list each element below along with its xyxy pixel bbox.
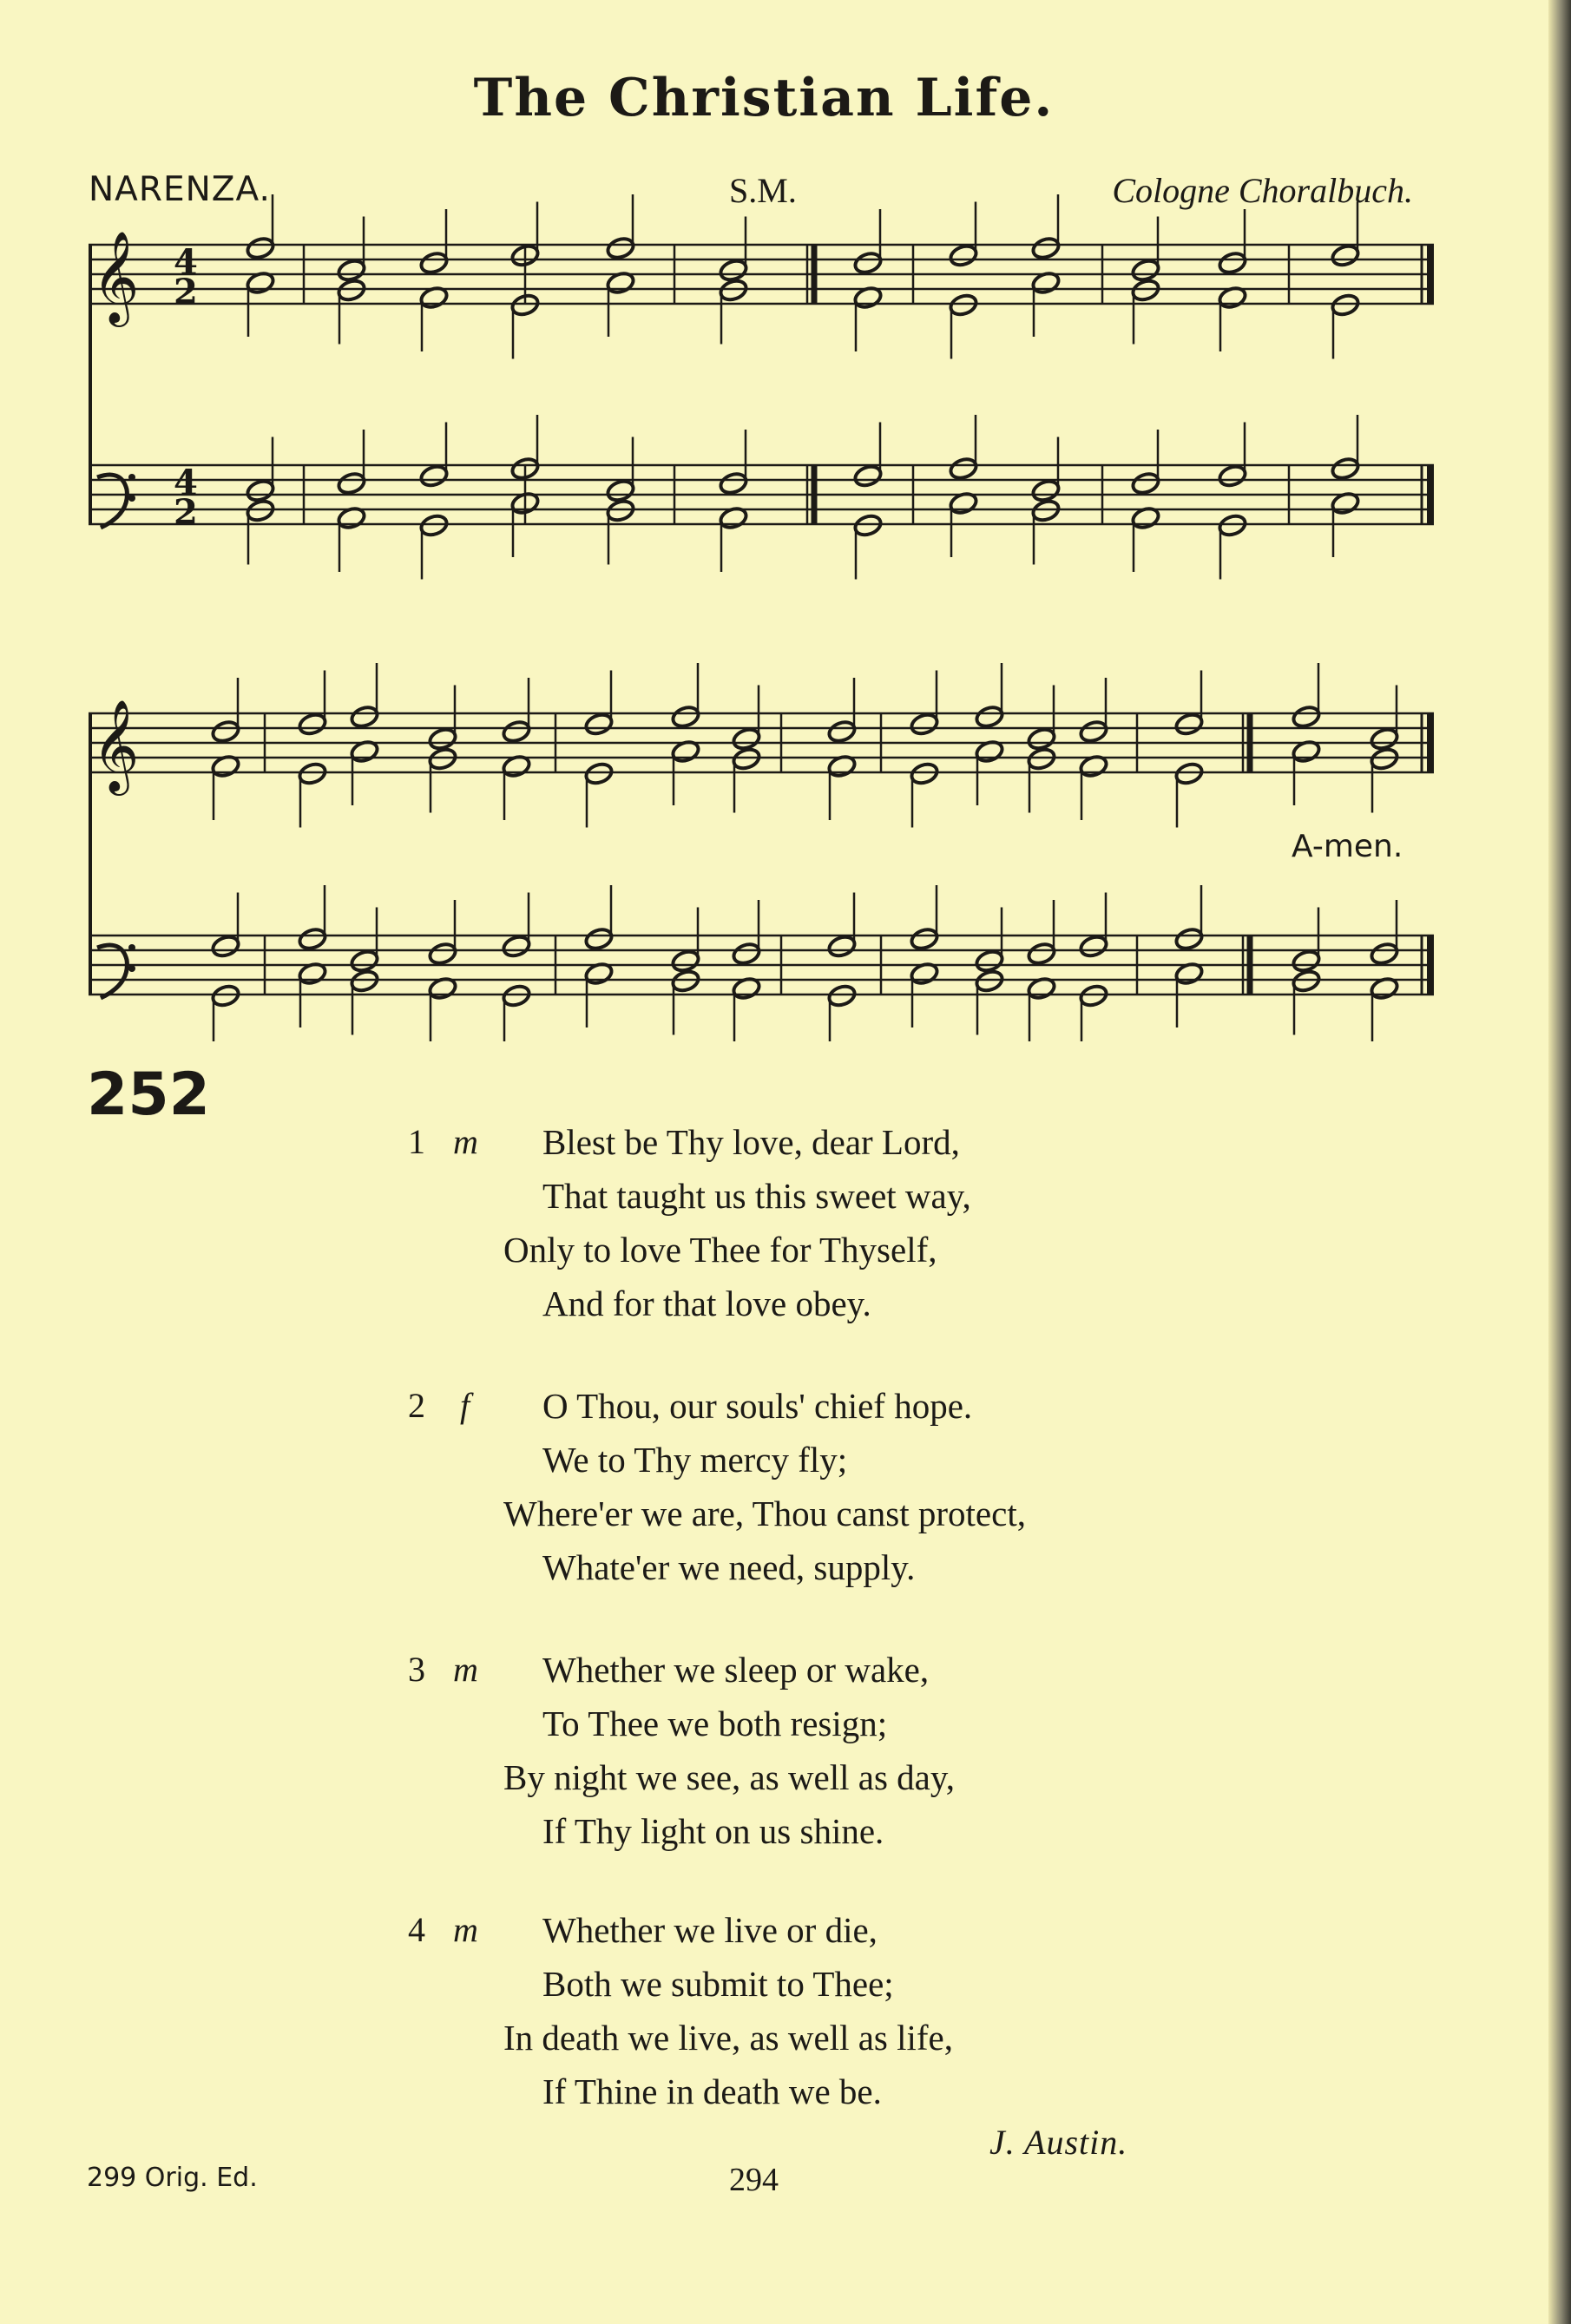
half-note xyxy=(336,258,366,283)
hymn-number: 252 xyxy=(87,1060,210,1129)
half-note xyxy=(605,235,635,260)
half-note xyxy=(245,235,275,260)
meter: S.M. xyxy=(729,171,797,210)
time-signature-top: 4 xyxy=(174,242,198,283)
half-note xyxy=(501,719,531,744)
half-note xyxy=(948,456,978,481)
time-signatures xyxy=(174,242,198,533)
bass-clef-icon xyxy=(97,475,127,528)
half-note xyxy=(418,463,449,489)
half-note xyxy=(1291,949,1321,974)
half-note xyxy=(1030,235,1061,260)
half-note xyxy=(718,470,748,496)
half-note xyxy=(1078,934,1108,959)
half-note xyxy=(583,761,614,786)
half-note xyxy=(501,983,531,1008)
half-note xyxy=(852,463,883,489)
half-note xyxy=(909,926,939,951)
half-note xyxy=(418,250,449,275)
half-note xyxy=(583,712,614,737)
half-note xyxy=(1330,456,1360,481)
half-note xyxy=(1217,250,1247,275)
half-note xyxy=(731,941,761,966)
half-note xyxy=(1130,258,1160,283)
amen-text: A-men. xyxy=(1292,829,1403,864)
verse-line: Where'er we are, Thou canst protect, xyxy=(503,1494,1026,1533)
half-note xyxy=(731,746,761,771)
bass-clef-icon xyxy=(97,945,127,998)
verse-line: If Thy light on us shine. xyxy=(542,1811,884,1851)
time-signature-bottom: 2 xyxy=(174,272,198,312)
half-note xyxy=(1030,498,1061,523)
verse-line: O Thou, our souls' chief hope. xyxy=(542,1386,973,1426)
verse-line: Only to love Thee for Thyself, xyxy=(503,1230,937,1270)
half-note xyxy=(826,719,857,744)
half-note xyxy=(349,968,379,994)
page-number: 294 xyxy=(729,2162,779,2198)
half-note xyxy=(349,949,379,974)
half-note xyxy=(1330,292,1360,318)
verse-dynamic: f xyxy=(460,1386,470,1425)
bass-clef-dot-icon xyxy=(128,944,135,951)
verse-line: If Thine in death we be. xyxy=(542,2071,882,2111)
half-note xyxy=(1330,243,1360,268)
half-note xyxy=(336,278,366,303)
music-score xyxy=(0,0,1571,1041)
half-note xyxy=(427,746,457,771)
half-note xyxy=(501,934,531,959)
half-note xyxy=(336,470,366,496)
verse-line: Whate'er we need, supply. xyxy=(542,1547,916,1587)
staff-lines xyxy=(89,245,1434,995)
half-note xyxy=(418,513,449,538)
author: J. Austin. xyxy=(989,2123,1128,2162)
half-note xyxy=(718,278,748,303)
half-note xyxy=(826,934,857,959)
half-note xyxy=(909,761,939,786)
half-note xyxy=(1130,278,1160,303)
tune-name: NARENZA. xyxy=(89,170,271,209)
half-note xyxy=(1369,726,1399,752)
half-note xyxy=(731,726,761,752)
half-note xyxy=(1369,941,1399,966)
half-note xyxy=(974,968,1004,994)
verse-line: By night we see, as well as day, xyxy=(503,1757,955,1797)
half-note xyxy=(427,941,457,966)
half-note xyxy=(210,719,240,744)
verse-number: 4 xyxy=(408,1910,425,1949)
verse-number: 3 xyxy=(408,1650,425,1689)
half-note xyxy=(1173,712,1204,737)
half-note xyxy=(1291,704,1321,729)
verse-line: And for that love obey. xyxy=(542,1283,871,1323)
original-edition-reference: 299 Orig. Ed. xyxy=(87,2163,258,2193)
verse-line: In death we live, as well as life, xyxy=(503,2018,954,2058)
half-note xyxy=(210,934,240,959)
clefs xyxy=(92,230,139,998)
half-note xyxy=(1217,513,1247,538)
half-note xyxy=(245,478,275,503)
verse-dynamic: m xyxy=(453,1910,478,1949)
half-note xyxy=(670,949,700,974)
half-note xyxy=(605,478,635,503)
half-note xyxy=(1078,983,1108,1008)
notes xyxy=(210,194,1399,1041)
half-note xyxy=(349,704,379,729)
half-note xyxy=(245,498,275,523)
bass-clef-dot-icon xyxy=(128,474,135,481)
half-note xyxy=(1026,726,1056,752)
bass-clef-dot-icon xyxy=(128,495,135,502)
half-note xyxy=(427,726,457,752)
verse-line: To Thee we both resign; xyxy=(542,1704,888,1743)
half-note xyxy=(948,292,978,318)
verse-line: That taught us this sweet way, xyxy=(542,1176,971,1216)
half-note xyxy=(509,292,540,318)
half-note xyxy=(852,250,883,275)
time-signature-bottom: 2 xyxy=(174,492,198,533)
half-note xyxy=(1291,968,1321,994)
section-title: The Christian Life. xyxy=(473,68,1055,128)
half-note xyxy=(948,243,978,268)
half-note xyxy=(974,704,1004,729)
treble-clef-icon: 𝄞 xyxy=(92,699,140,791)
half-note xyxy=(1369,746,1399,771)
half-note xyxy=(297,926,327,951)
time-signature-top: 4 xyxy=(174,463,198,503)
treble-clef-icon: 𝄞 xyxy=(92,230,140,323)
composer: Cologne Choralbuch. xyxy=(1112,171,1413,210)
half-note xyxy=(909,712,939,737)
half-note xyxy=(826,983,857,1008)
half-note xyxy=(852,513,883,538)
half-note xyxy=(1078,719,1108,744)
half-note xyxy=(1130,470,1160,496)
half-note xyxy=(718,258,748,283)
half-note xyxy=(670,968,700,994)
verse-line: Blest be Thy love, dear Lord, xyxy=(542,1122,960,1162)
verse-line: Whether we live or die, xyxy=(542,1910,878,1950)
half-note xyxy=(297,712,327,737)
half-note xyxy=(1173,926,1204,951)
verse-line: We to Thy mercy fly; xyxy=(542,1440,848,1480)
verse-number: 2 xyxy=(408,1386,425,1425)
barlines xyxy=(90,245,1430,995)
half-note xyxy=(670,704,700,729)
half-note xyxy=(297,761,327,786)
half-note xyxy=(605,498,635,523)
bass-clef-dot-icon xyxy=(128,965,135,972)
half-note xyxy=(583,926,614,951)
half-note xyxy=(1173,761,1204,786)
verse-dynamic: m xyxy=(453,1122,478,1161)
verse-line: Both we submit to Thee; xyxy=(542,1964,894,2004)
verse-number: 1 xyxy=(408,1122,425,1161)
verse-line: Whether we sleep or wake, xyxy=(542,1650,930,1690)
half-note xyxy=(974,949,1004,974)
half-note xyxy=(1217,463,1247,489)
verse-dynamic: m xyxy=(453,1650,478,1689)
half-note xyxy=(210,983,240,1008)
half-note xyxy=(1030,478,1061,503)
half-note xyxy=(1026,746,1056,771)
half-note xyxy=(1026,941,1056,966)
